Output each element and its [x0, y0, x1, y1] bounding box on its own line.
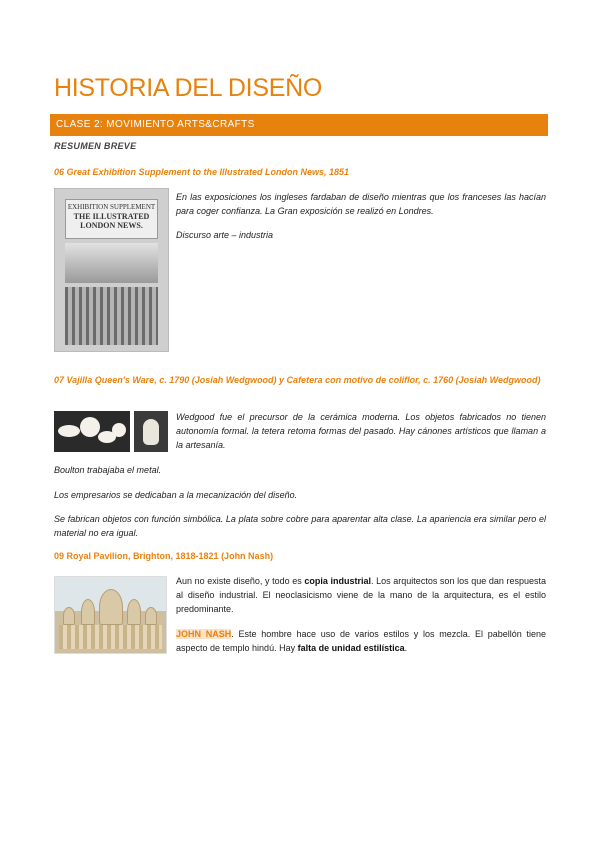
newspaper-masthead: [65, 199, 158, 239]
masthead-line-3: LONDON NEWS.: [80, 221, 143, 230]
section-heading-09: 09 Royal Pavilion, Brighton, 1818-1821 (John Nash): [54, 551, 274, 561]
cauliflower-coffeepot-image: [134, 411, 168, 452]
newspaper-image: [54, 188, 169, 352]
paragraph-06-2: Discurso arte – industria: [176, 230, 274, 240]
p09-1-text-c: . Los arquitectos son los que dan respuesta al diseño industrial. El neoclasicismo viene de la mano de la arquitectura, es el estilo predominante.: [176, 576, 546, 614]
p09-2-text-c: .: [404, 643, 408, 653]
paragraph-09-2: [176, 627, 546, 655]
masthead-line-2: THE ILLUSTRATED: [73, 212, 150, 221]
paragraph-07-1: Wedgood fue el precursor de la cerámica moderna. Los objetos fabricados no tienen autonomía formal. la tetera retoma formas del pasado. Hay cánones artísticos que llaman a la artesanía.: [176, 412, 546, 450]
queens-ware-dishes-image: [54, 411, 130, 452]
p09-2-text-a: . Este hombre hace uso de varios estilos y los mezcla. El pabellón tiene aspecto de templo hindú. Hay: [176, 629, 546, 653]
paragraph-06-1: En las exposiciones los ingleses fardaban de diseño mientras que los franceses las hacían para coger confianza. La Gran exposición se realizó en Londres.: [176, 192, 546, 216]
john-nash-highlight: JOHN NASH: [176, 629, 232, 639]
paragraph-07-2: Boulton trabajaba el metal.: [54, 465, 162, 475]
newspaper-crowd-engraving: [65, 287, 158, 345]
p09-1-bold-copia: copia industrial: [304, 576, 372, 586]
summary-subheading: RESUMEN BREVE: [54, 141, 137, 151]
paragraph-07-3: Los empresarios se dedicaban a la mecanización del diseño.: [54, 490, 298, 500]
newspaper-landscape-engraving: [65, 243, 158, 283]
class-banner: CLASE 2: MOVIMIENTO ARTS&CRAFTS: [50, 114, 548, 136]
section-heading-06: 06 Great Exhibition Supplement to the Illustrated London News, 1851: [54, 167, 350, 177]
masthead-line-1: EXHIBITION SUPPLEMENT: [67, 203, 156, 211]
p09-1-text-a: Aun no existe diseño, y todo es: [176, 576, 305, 586]
royal-pavilion-image: [54, 576, 167, 654]
document-title: HISTORIA DEL DISEÑO: [54, 74, 322, 102]
paragraph-07-4: Se fabrican objetos con función simbólica. La plata sobre cobre para aparentar alta clase. La apariencia era similar pero el material no era igual.: [54, 514, 546, 538]
section-heading-07: 07 Vajilla Queen's Ware, c. 1790 (Josiah Wedgwood) y Cafetera con motivo de coliflor, c. 1760 (Josiah Wedgwood): [54, 375, 541, 385]
p09-2-bold-falta: falta de unidad estilística: [297, 643, 405, 653]
paragraph-09-1: [176, 574, 546, 616]
